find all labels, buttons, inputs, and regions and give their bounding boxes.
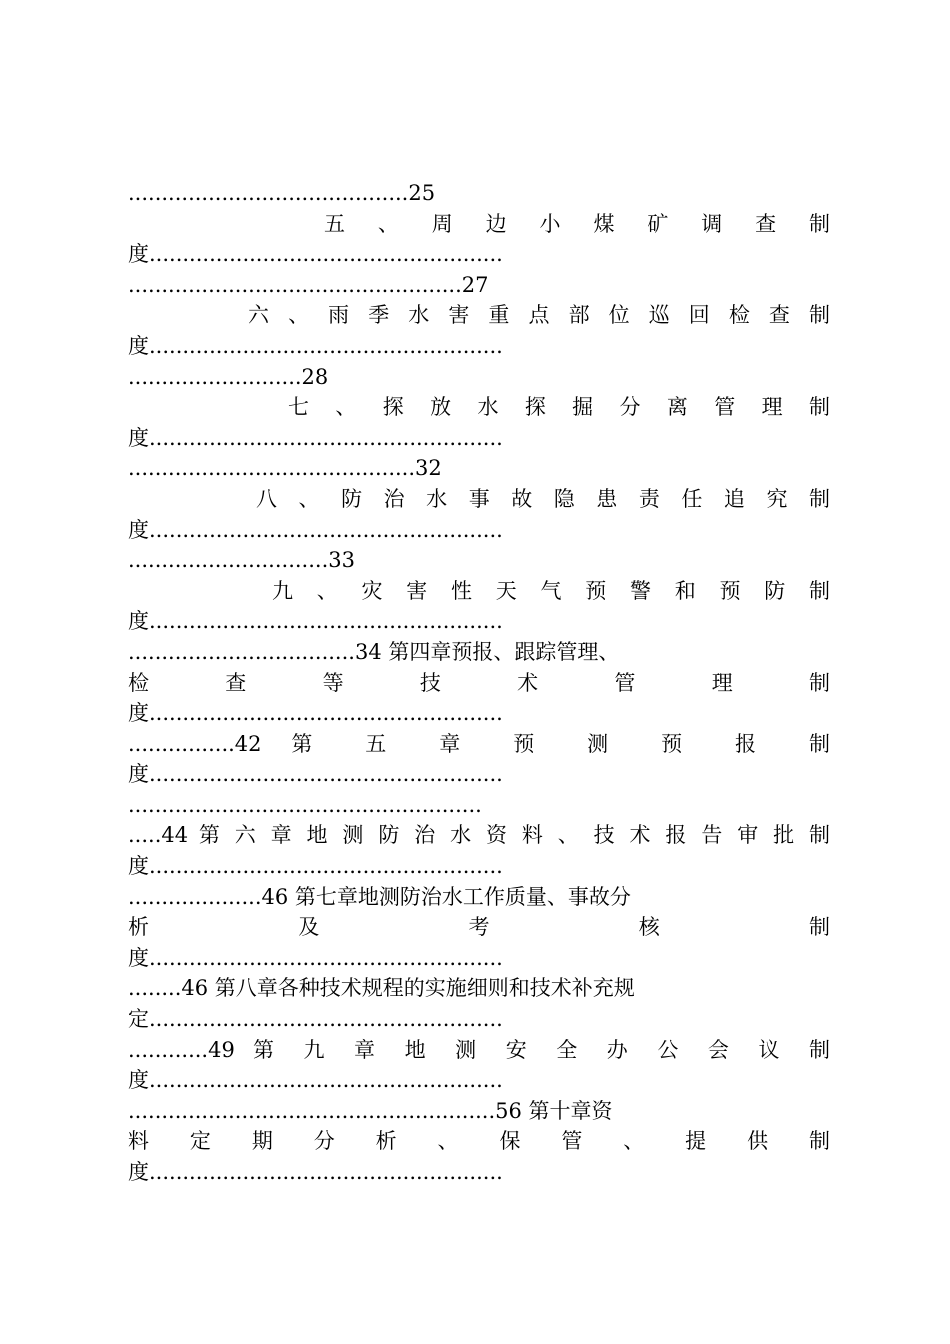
toc-line: 料 定 期 分 析 、 保 管 、 提 供 制 xyxy=(128,1129,830,1154)
toc-line: .....44 第 六 章 地 测 防 治 水 资 料 、 技 术 报 告 审 批 制 xyxy=(128,823,830,848)
toc-line: 七 、 探 放 水 探 掘 分 离 管 理 制 xyxy=(288,395,830,420)
toc-line: 度..................................................... xyxy=(128,854,503,879)
toc-line: ..................................34 第四章预报、跟踪管理、 xyxy=(128,639,620,664)
toc-line: ..................................................27 xyxy=(128,272,489,297)
toc-line: 析 及 考 核 制 xyxy=(128,915,830,940)
toc-line: 度..................................................... xyxy=(128,333,503,358)
toc-line: 度..................................................... xyxy=(128,517,503,542)
toc-line: ..............................33 xyxy=(128,548,355,573)
toc-line: ................42 第 五 章 预 测 预 报 制 xyxy=(128,731,830,756)
toc-line: 度..................................................... xyxy=(128,609,503,634)
toc-line: 度..................................................... xyxy=(128,701,503,726)
toc-line: 定..................................................... xyxy=(128,1007,503,1032)
toc-line: 六 、 雨 季 水 害 重 点 部 位 巡 回 检 查 制 xyxy=(248,303,830,328)
toc-line: 度..................................................... xyxy=(128,1160,503,1184)
toc-line: 度..................................................... xyxy=(128,945,503,970)
toc-line: ..........................................25 xyxy=(128,181,436,205)
toc-line: 度..................................................... xyxy=(128,762,503,787)
toc-line: ..................................................... xyxy=(128,792,482,817)
toc-line: ........46 第八章各种技术规程的实施细则和技术补充规 xyxy=(128,976,635,1001)
table-of-contents xyxy=(128,178,830,1188)
toc-line: ...........................................32 xyxy=(128,456,442,481)
toc-line: 度..................................................... xyxy=(128,1068,503,1093)
toc-line: 度..................................................... xyxy=(128,242,503,267)
toc-line: 八 、 防 治 水 事 故 隐 患 责 任 追 究 制 xyxy=(256,486,830,511)
toc-line: ............49 第 九 章 地 测 安 全 办 公 会 议 制 xyxy=(128,1037,830,1062)
toc-line: ....................46 第七章地测防治水工作质量、事故分 xyxy=(128,884,631,909)
toc-line: .......................................................56 第十章资 xyxy=(128,1098,613,1123)
toc-line: ..........................28 xyxy=(128,364,329,389)
toc-line: 五 、 周 边 小 煤 矿 调 查 制 xyxy=(324,211,830,236)
toc-line: 度..................................................... xyxy=(128,425,503,450)
toc-line: 检 查 等 技 术 管 理 制 xyxy=(128,670,830,695)
toc-line: 九 、 灾 害 性 天 气 预 警 和 预 防 制 xyxy=(272,578,830,603)
